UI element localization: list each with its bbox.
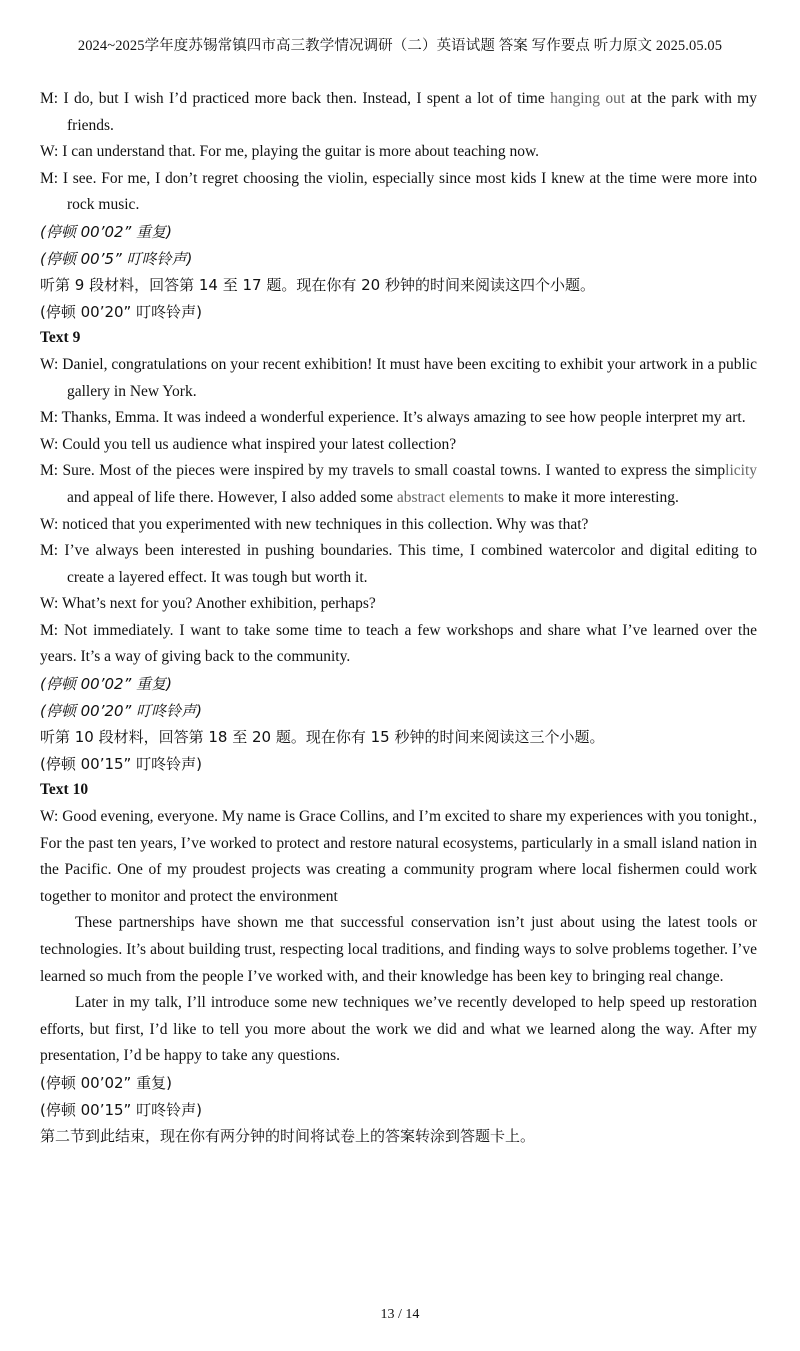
dialogue-line: W: What’s next for you? Another exhibition, perhaps?	[40, 595, 376, 613]
pause-note: (停顿 00’15” 叮咚铃声)	[40, 754, 202, 773]
transcript-body	[40, 86, 757, 1150]
page-header: 2024~2025学年度苏锡常镇四市高三教学情况调研（二）英语试题 答案 写作要点 听力原文 2025.05.05	[77, 38, 723, 54]
pause-note: (停顿 00’02” 重复)	[40, 222, 172, 241]
dialogue-line: W: Daniel, congratulations on your recent exhibition! It must have been exciting to exhibit your artwork in a public gallery in New York.	[40, 355, 757, 400]
dialogue-line: W: Could you tell us audience what inspired your latest collection?	[40, 435, 457, 453]
monologue-paragraph: W: Good evening, everyone. My name is Grace Collins, and I’m excited to share my experiences with you tonight., For the past ten years, I’ve worked to protect and restore natural ecosystems, particularly in a small island nation in the Pacific. One of my proudest projects was creating a community program where local fishermen could work together to monitor and protect the environment	[40, 808, 757, 905]
dialogue-line: W: I can understand that. For me, playing the guitar is more about teaching now.	[40, 143, 540, 161]
pause-note: (停顿 00’20” 叮咚铃声)	[40, 701, 202, 720]
text-run: M: I do, but I wish I’d practiced more back then. Instead, I spent a lot of time	[40, 90, 551, 107]
text-run: at the park with my friends.	[67, 90, 757, 134]
monologue-paragraph: Later in my talk, I’ll introduce some new techniques we’ve recently developed to help speed up restoration efforts, but first, I’d like to tell you more about the work we did and what we learned along the way. After my presentation, I’d be happy to take any questions.	[40, 994, 757, 1065]
dialogue-line: M: Not immediately. I want to take some time to teach a few workshops and share what I’ve learned over the years. It’s a way of giving back to the community.	[40, 621, 757, 666]
text-run: M: Sure. Most of the pieces were inspired by my travels to small coastal towns. I wanted to express the simp	[40, 462, 726, 480]
closing-instruction: 第二节到此结束，现在你有两分钟的时间将试卷上的答案转涂到答题卡上。	[40, 1127, 536, 1146]
dialogue-line	[40, 458, 757, 511]
monologue-paragraph: These partnerships have shown me that successful conservation isn’t just about using the latest tools or technologies. It’s about building trust, respecting local traditions, and finding ways to solve problems together. I’ve learned so much from the people I’ve worked with, and their knowledge has been key to bringing real change.	[40, 914, 757, 985]
text-run: to make it more interesting.	[504, 488, 679, 506]
pause-note: (停顿 00’20” 叮咚铃声)	[40, 302, 202, 321]
dialogue-line: M: I’ve always been interested in pushing boundaries. This time, I combined watercolor and digital editing to create a layered effect. It was tough but worth it.	[40, 542, 757, 586]
pause-note: (停顿 00’5” 叮咚铃声)	[40, 249, 193, 268]
page-number: 13 / 14	[380, 1307, 420, 1322]
highlighted-phrase: abstract elements	[396, 488, 505, 506]
pause-note: (停顿 00’02” 重复)	[40, 1073, 172, 1092]
dialogue-line	[40, 86, 757, 139]
pause-note: (停顿 00’15” 叮咚铃声)	[40, 1100, 202, 1119]
instruction-text: 听第 9 段材料，回答第 14 至 17 题。现在你有 20 秒钟的时间来阅读这四个小题。	[40, 276, 595, 295]
section-title: Text 9	[40, 329, 81, 347]
dialogue-line: W: noticed that you experimented with new techniques in this collection. Why was that?	[40, 515, 589, 533]
text-run: and appeal of life there. However, I also added some	[67, 488, 397, 506]
dialogue-line: M: I see. For me, I don’t regret choosing the violin, especially since most kids I knew at the time were more into rock music.	[40, 169, 757, 214]
section-title: Text 10	[40, 781, 89, 799]
highlighted-phrase: hanging out	[550, 90, 626, 107]
pause-note: (停顿 00’02” 重复)	[40, 675, 172, 694]
instruction-text: 听第 10 段材料，回答第 18 至 20 题。现在你有 15 秒钟的时间来阅读这三个小题。	[40, 728, 605, 747]
highlighted-phrase: licity	[725, 462, 757, 480]
dialogue-line: M: Thanks, Emma. It was indeed a wonderful experience. It’s always amazing to see how people interpret my art.	[40, 409, 746, 427]
